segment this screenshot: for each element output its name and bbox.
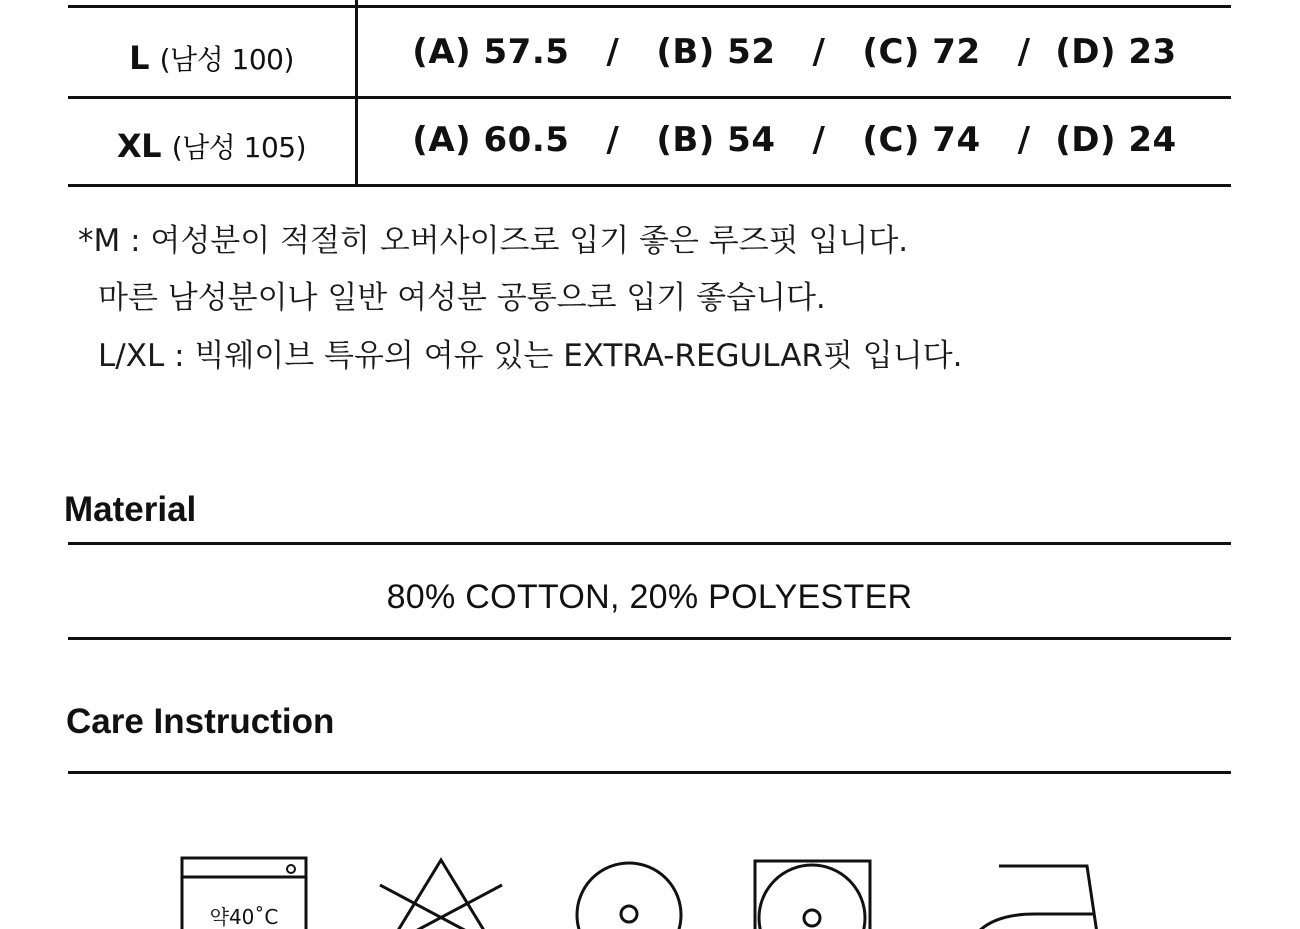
- size-label-xl: [68, 126, 355, 166]
- size-name: L: [129, 39, 149, 77]
- material-title: Material: [64, 490, 197, 529]
- no-bleach-icon: [376, 850, 506, 929]
- iron-icon: [955, 850, 1105, 929]
- size-note: (남성 105): [171, 131, 306, 164]
- fit-note-lxl: L/XL : 빅웨이브 특유의 여유 있는 EXTRA-REGULAR핏 입니다.: [98, 338, 963, 374]
- material-top-divider: [68, 542, 1231, 545]
- size-note: (남성 100): [159, 43, 294, 76]
- fit-note-m-continued: 마른 남성분이나 일반 여성분 공통으로 입기 좋습니다.: [98, 280, 826, 316]
- wash-temp-label: 약40˚C: [209, 905, 279, 929]
- care-divider: [68, 771, 1231, 774]
- wash-40-icon: [180, 850, 310, 929]
- size-label-l: [68, 38, 355, 78]
- care-title: Care Instruction: [66, 702, 335, 741]
- size-name: XL: [117, 127, 162, 165]
- fit-note-m: *M : 여성분이 적절히 오버사이즈로 입기 좋은 루즈핏 입니다.: [78, 223, 909, 259]
- dry-clean-icon: [574, 850, 686, 929]
- material-value: 80% COTTON, 20% POLYESTER: [386, 578, 913, 616]
- table-top-border: [68, 5, 1231, 8]
- tumble-dry-icon: [752, 850, 874, 929]
- table-row-divider: [68, 96, 1231, 99]
- size-values-l: (A) 57.5 / (B) 52 / (C) 72 / (D) 23: [412, 32, 1177, 72]
- material-bottom-divider: [68, 637, 1231, 640]
- size-values-xl: (A) 60.5 / (B) 54 / (C) 74 / (D) 24: [412, 120, 1177, 160]
- table-bottom-border: [68, 184, 1231, 187]
